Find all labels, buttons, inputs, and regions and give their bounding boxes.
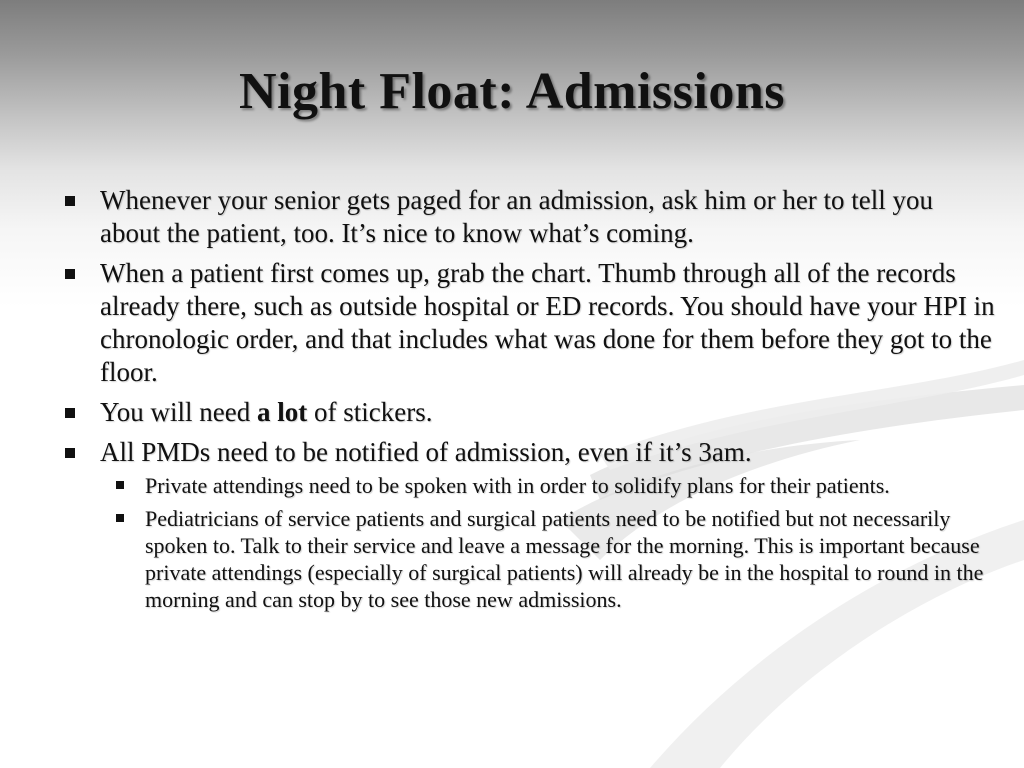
sub-bullet-text: Private attendings need to be spoken with in order to solidify plans for their patients.: [145, 473, 890, 498]
sub-bullet-item: [100, 505, 995, 613]
bullet-item: [60, 184, 995, 250]
square-bullet-icon: [116, 514, 124, 522]
bullet-text-prefix: You will need: [100, 397, 258, 427]
bullet-item: [60, 436, 995, 613]
sub-bullet-list: [100, 472, 995, 613]
bullet-text: All PMDs need to be notified of admission, even if it’s 3am.: [100, 437, 752, 467]
bullet-list: [60, 184, 995, 620]
bullet-item: [60, 396, 995, 429]
square-bullet-icon: [65, 196, 75, 206]
bullet-text: When a patient first comes up, grab the chart. Thumb through all of the records already there, such as outside hospital or ED records. You should have your HPI in chronologic order, and that includes what was done for them before they got to the floor.: [100, 258, 995, 387]
square-bullet-icon: [116, 481, 124, 489]
square-bullet-icon: [65, 448, 75, 458]
sub-bullet-text: Pediatricians of service patients and surgical patients need to be notified but not necessarily spoken to. Talk to their service and leave a message for the morning. This is important because private attendings (especially of surgical patients) will already be in the hospital to round in the morning and can stop by to see those new admissions.: [145, 506, 984, 612]
square-bullet-icon: [65, 269, 75, 279]
bullet-text-suffix: of stickers.: [307, 397, 433, 427]
bullet-item: [60, 257, 995, 389]
square-bullet-icon: [65, 408, 75, 418]
bullet-text: Whenever your senior gets paged for an admission, ask him or her to tell you about the patient, too. It’s nice to know what’s coming.: [100, 185, 934, 248]
bullet-text-emphasis: a lot: [257, 397, 308, 427]
slide-title: Night Float: Admissions: [238, 63, 786, 120]
sub-bullet-item: [100, 472, 995, 499]
